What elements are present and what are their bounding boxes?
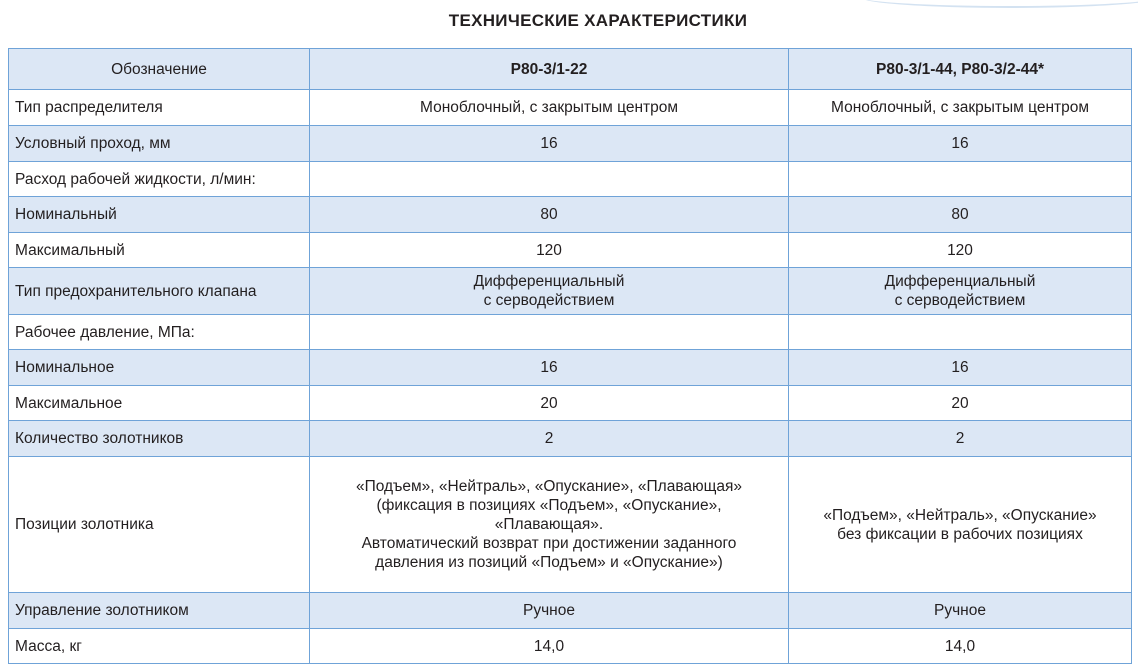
row-value-line: давления из позиций «Подъем» и «Опускание»): [375, 554, 723, 571]
specs-table: [8, 48, 1132, 664]
table-row: [9, 315, 1132, 350]
row-label: Условный проход, мм: [9, 126, 310, 162]
row-value-2: 16: [789, 126, 1132, 162]
row-value-2: [789, 315, 1132, 350]
table-row: [9, 457, 1132, 593]
table-row: [9, 126, 1132, 162]
row-label: Масса, кг: [9, 629, 310, 664]
row-value-2: 2: [789, 421, 1132, 457]
header-col1: Р80-3/1-22: [310, 49, 789, 90]
row-value-1: Ручное: [310, 593, 789, 629]
row-value-2: [789, 162, 1132, 197]
row-value-2: 120: [789, 233, 1132, 268]
row-value-1: Моноблочный, с закрытым центром: [310, 90, 789, 126]
table-row: [9, 233, 1132, 268]
row-value-1: 16: [310, 126, 789, 162]
row-label: Тип предохранительного клапана: [9, 268, 310, 315]
table-row: [9, 268, 1132, 315]
row-label: Рабочее давление, МПа:: [9, 315, 310, 350]
row-value-line: с серводействием: [894, 292, 1026, 309]
row-label: Максимальный: [9, 233, 310, 268]
row-value-2: Моноблочный, с закрытым центром: [789, 90, 1132, 126]
row-value-2: 14,0: [789, 629, 1132, 664]
row-value-2: Ручное: [789, 593, 1132, 629]
row-value-2: 80: [789, 197, 1132, 233]
row-label: Тип распределителя: [9, 90, 310, 126]
row-value-2: [789, 268, 1132, 315]
row-value-line: Автоматический возврат при достижении заданного: [361, 535, 737, 552]
header-label: Обозначение: [9, 49, 310, 90]
table-row: [9, 162, 1132, 197]
header-row: [9, 49, 1132, 90]
row-value-1: 80: [310, 197, 789, 233]
row-value-line: (фиксация в позициях «Подъем», «Опускание»,: [376, 497, 722, 514]
header-col2: Р80-3/1-44, Р80-3/2-44*: [789, 49, 1132, 90]
row-value-1: 16: [310, 350, 789, 386]
page-title: ТЕХНИЧЕСКИЕ ХАРАКТЕРИСТИКИ: [448, 11, 748, 30]
row-value-1: [310, 315, 789, 350]
table-row: [9, 629, 1132, 664]
row-label: Управление золотником: [9, 593, 310, 629]
table-row: [9, 90, 1132, 126]
row-value-line: «Подъем», «Нейтраль», «Опускание», «Плавающая»: [355, 478, 743, 495]
row-label: Расход рабочей жидкости, л/мин:: [9, 162, 310, 197]
row-label: Максимальное: [9, 386, 310, 421]
table-row: [9, 350, 1132, 386]
row-label: Номинальное: [9, 350, 310, 386]
row-value-2: 16: [789, 350, 1132, 386]
table-row: [9, 421, 1132, 457]
row-value-2: 20: [789, 386, 1132, 421]
row-value-line: «Плавающая».: [494, 516, 604, 533]
row-value-1: [310, 457, 789, 593]
row-value-line: с серводействием: [483, 292, 615, 309]
row-value-1: 20: [310, 386, 789, 421]
row-value-1: 2: [310, 421, 789, 457]
table-row: [9, 593, 1132, 629]
row-value-line: «Подъем», «Нейтраль», «Опускание»: [823, 506, 1097, 524]
row-value-line: Дифференциальный: [884, 273, 1036, 290]
table-row: [9, 386, 1132, 421]
row-value-1: [310, 268, 789, 315]
row-value-2: [789, 457, 1132, 593]
row-label: Номинальный: [9, 197, 310, 233]
row-label: Количество золотников: [9, 421, 310, 457]
row-value-1: [310, 162, 789, 197]
row-value-line: без фиксации в рабочих позициях: [837, 525, 1083, 543]
table-row: [9, 197, 1132, 233]
row-value-1: 14,0: [310, 629, 789, 664]
row-label: Позиции золотника: [9, 457, 310, 593]
row-value-1: 120: [310, 233, 789, 268]
decorative-swoosh: [860, 0, 1138, 8]
row-value-line: Дифференциальный: [473, 273, 625, 290]
